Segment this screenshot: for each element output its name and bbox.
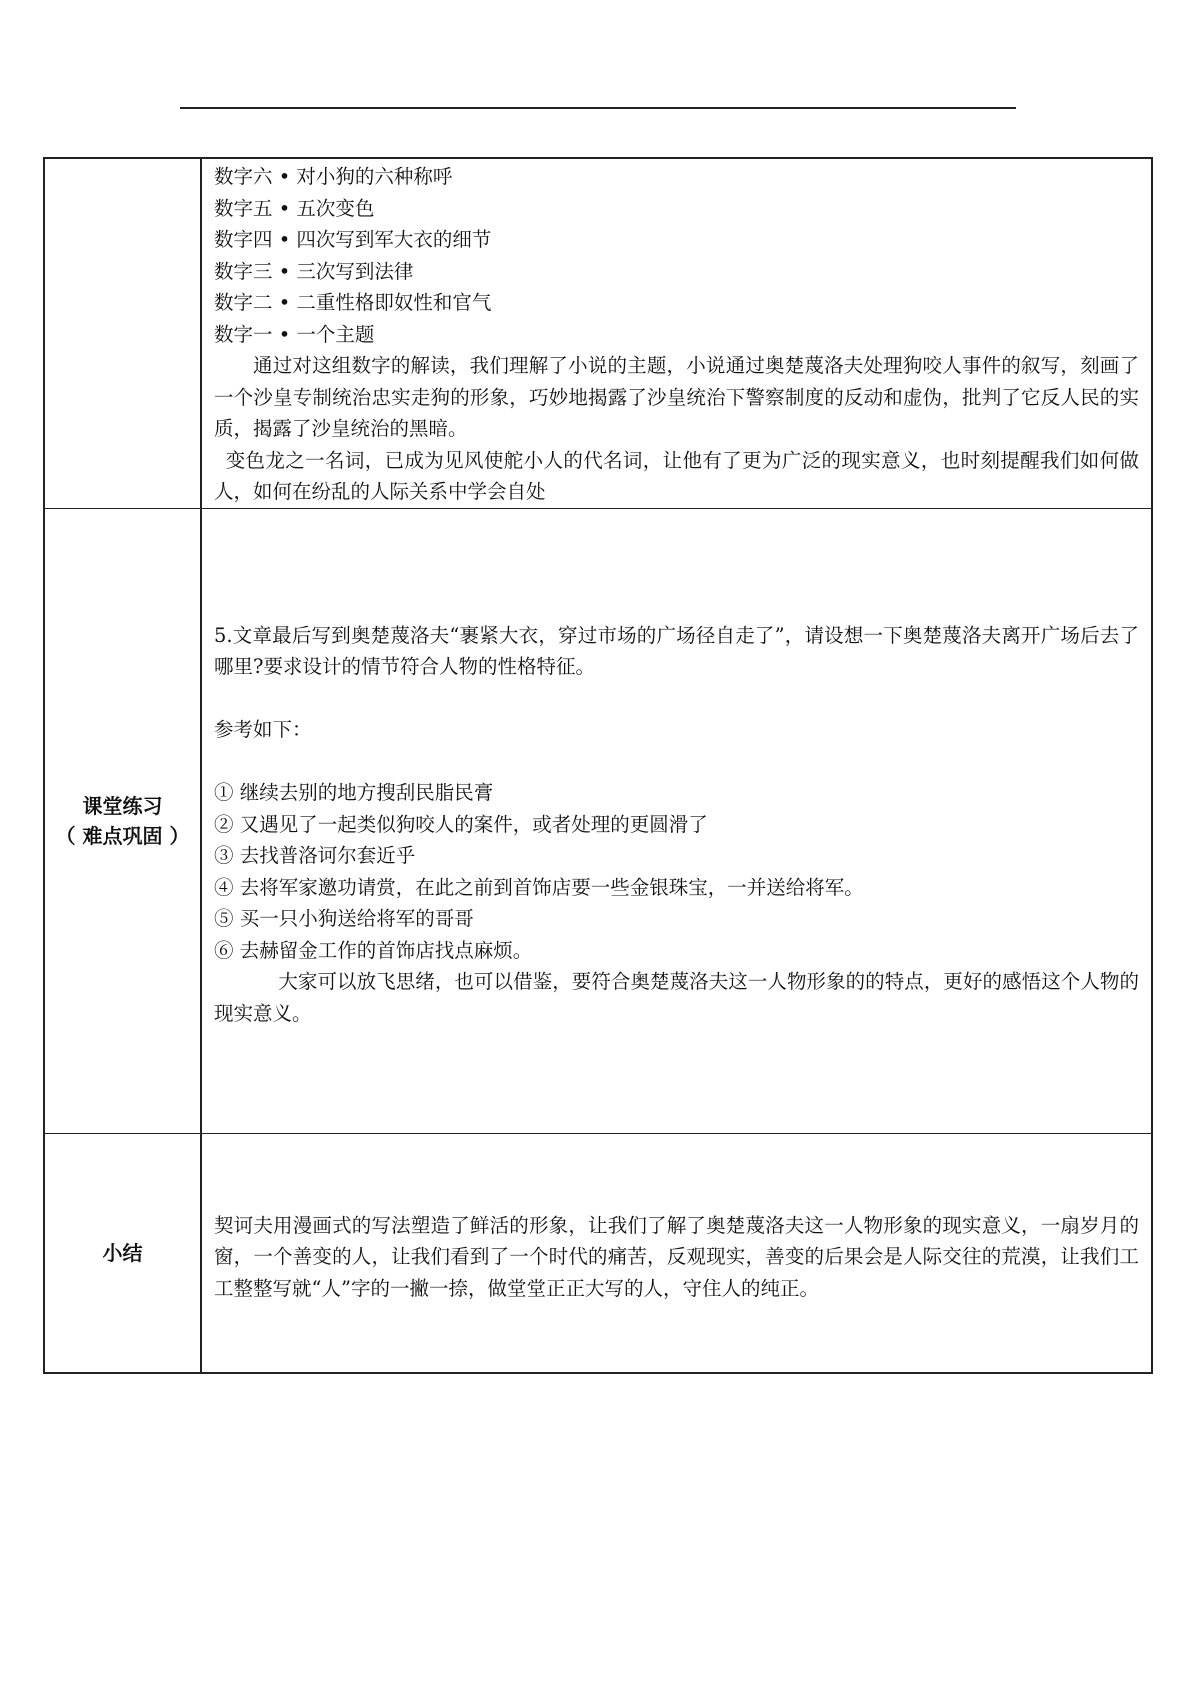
answer-item: ① 继续去别的地方搜刮民脂民膏 — [214, 781, 494, 804]
summary-label: 小结 — [102, 1240, 143, 1265]
table-row-number-analysis — [44, 158, 1152, 508]
summary-paragraph: 契诃夫用漫画式的写法塑造了鲜活的形象，让我们了解了奥楚蔑洛夫这一人物形象的现实意义，一扇岁月的窗，一个善变的人，让我们看到了一个时代的痛苦，反观现实，善变的后果会是人际交往的荒漠，让我们工工整整写就“人”字的一撇一捺，做堂堂正正大写的人，守住人的纯正。 — [214, 1213, 1139, 1300]
number-line: 数字三 • 三次写到法律 — [214, 259, 414, 283]
number-line: 数字六 • 对小狗的六种称呼 — [214, 165, 453, 188]
closing-paragraph: 大家可以放飞思绪，也可以借鉴，要符合奥楚蔑洛夫这一人物形象的的特点，更好的感悟这个人物的现实意义。 — [214, 970, 1139, 1025]
spacer — [214, 683, 1139, 715]
summary-content-cell — [201, 1133, 1152, 1373]
lesson-plan-table — [43, 157, 1153, 1374]
header-rule — [180, 107, 1016, 109]
number-analysis-cell — [201, 158, 1152, 508]
row-label-empty — [44, 158, 201, 508]
answer-item: ④ 去将军家邀功请赏，在此之前到首饰店要一些金银珠宝，一并送给将军。 — [214, 875, 864, 899]
number-line: 数字四 • 四次写到军大衣的细节 — [214, 228, 492, 251]
reference-intro: 参考如下： — [214, 718, 312, 741]
answer-item: ⑤ 买一只小狗送给将军的哥哥 — [214, 907, 474, 930]
practice-label-cell — [44, 508, 201, 1133]
practice-content-cell — [201, 508, 1152, 1133]
summary-label-cell — [44, 1133, 201, 1373]
number-line: 数字五 • 五次变色 — [214, 196, 375, 220]
extension-paragraph: 变色龙之一名词，已成为见风使舵小人的代名词，让他有了更为广泛的现实意义，也时刻提醒我们如何做人，如何在纷乱的人际关系中学会自处 — [214, 448, 1139, 503]
answer-item: ⑥ 去赫留金工作的首饰店找点麻烦。 — [214, 938, 533, 962]
theme-analysis-paragraph: 通过对这组数字的解读，我们理解了小说的主题，小说通过奥楚蔑洛夫处理狗咬人事件的叙写，刻画了一个沙皇专制统治忠实走狗的形象，巧妙地揭露了沙皇统治下警察制度的反动和虚伪，批判了它反人民的实质，揭露了沙皇统治的黑暗。 — [214, 354, 1139, 440]
practice-label: 课堂练习 — [82, 793, 163, 818]
number-line: 数字二 • 二重性格即奴性和官气 — [214, 291, 492, 314]
answer-item: ③ 去找普洛诃尔套近乎 — [214, 844, 416, 867]
spacer — [214, 746, 1139, 778]
practice-question: 5.文章最后写到奥楚蔑洛夫“裹紧大衣，穿过市场的广场径自走了”，请设想一下奥楚蔑洛夫离开广场后去了哪里?要求设计的情节符合人物的性格特征。 — [214, 623, 1139, 678]
table-row-practice — [44, 508, 1152, 1133]
practice-sublabel: （ 难点巩固 ） — [55, 823, 190, 848]
table-row-summary — [44, 1133, 1152, 1373]
number-line: 数字一 • 一个主题 — [214, 322, 375, 346]
answer-item: ② 又遇见了一起类似狗咬人的案件，或者处理的更圆滑了 — [214, 812, 708, 836]
